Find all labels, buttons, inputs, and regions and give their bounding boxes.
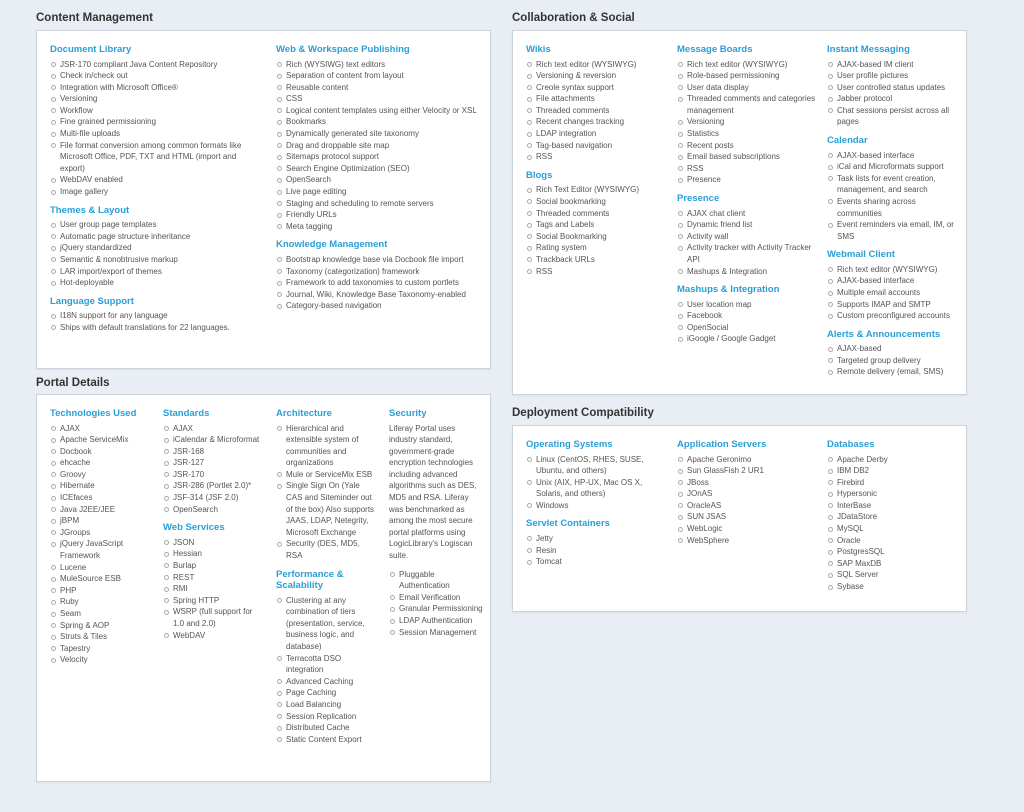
feature-item: WebDAV enabled: [50, 174, 255, 186]
feature-group-calendar: [827, 135, 959, 242]
feature-item: SQL Server: [827, 569, 959, 581]
feature-item: Rich (WYSIWG) text editors: [276, 59, 481, 71]
feature-item: Dynamic friend list: [677, 219, 817, 231]
feature-item: SAP MaxDB: [827, 558, 959, 570]
feature-item: PostgresSQL: [827, 546, 959, 558]
feature-group-operating-systems: [526, 439, 666, 511]
feature-item: AJAX-based interface: [827, 150, 959, 162]
group-heading: Language Support: [50, 295, 134, 307]
feature-item: Windows: [526, 500, 666, 512]
feature-item: AJAX: [163, 423, 265, 435]
section-title-deployment: Deployment Compatibility: [512, 407, 654, 419]
feature-item: AJAX-based: [827, 343, 959, 355]
feature-item: Security (DES, MD5, RSA: [276, 538, 378, 561]
feature-item: Recent changes tracking: [526, 116, 666, 128]
feature-item: File attachments: [526, 93, 666, 105]
collaboration-panel: [512, 30, 967, 395]
feature-item: Threaded comments: [526, 105, 666, 117]
group-heading: Application Servers: [677, 439, 767, 450]
dep-col-2: [677, 439, 817, 546]
feature-item: Journal, Wiki, Knowledge Base Taxonomy-enabled: [276, 289, 481, 301]
group-heading: Themes & Layout: [50, 204, 130, 216]
feature-item: Velocity: [50, 654, 152, 666]
feature-item: Mashups & Integration: [677, 266, 817, 278]
feature-item: Docbook: [50, 446, 152, 458]
feature-group-webmail-client: [827, 249, 959, 321]
feature-list: [389, 569, 484, 639]
feature-list: [827, 454, 959, 593]
feature-item: Reusable content: [276, 82, 481, 94]
feature-item: LAR import/export of themes: [50, 266, 255, 278]
feature-list: [677, 454, 817, 547]
feature-item: Drag and droppable site map: [276, 140, 481, 152]
feature-item: JSR-127: [163, 457, 265, 469]
section-title-content-management: Content Management: [36, 12, 153, 24]
feature-item: JDataStore: [827, 511, 959, 523]
feature-item: REST: [163, 572, 265, 584]
feature-item: Mule or ServiceMix ESB: [276, 469, 378, 481]
group-heading: Message Boards: [677, 44, 753, 55]
feature-item: Live page editing: [276, 186, 481, 198]
group-heading: Technologies Used: [50, 408, 137, 419]
feature-group-technologies-used: [50, 408, 152, 666]
feature-item: Activity wall: [677, 231, 817, 243]
section-title-portal-details: Portal Details: [36, 377, 110, 389]
feature-list: [526, 454, 666, 512]
feature-item: Session Management: [389, 627, 484, 639]
cm-col-2: [276, 44, 481, 312]
feature-item: Role-based permissioning: [677, 70, 817, 82]
feature-item: Custom preconfigured accounts: [827, 310, 959, 322]
feature-item: Activity tracker with Activity Tracker API: [677, 242, 817, 265]
group-heading: Presence: [677, 193, 720, 205]
feature-item: Hierarchical and extensible system of communities and organizations: [276, 423, 378, 469]
feature-item: Distributed Cache: [276, 722, 378, 734]
feature-item: Tag-based navigation: [526, 140, 666, 152]
feature-item: Sitemaps protocol support: [276, 151, 481, 163]
feature-item: Linux (CentOS, RHES, SUSE, Ubuntu, and others): [526, 454, 666, 477]
group-heading: Mashups & Integration: [677, 284, 780, 296]
feature-item: Sybase: [827, 581, 959, 593]
section-title-collaboration: Collaboration & Social: [512, 12, 635, 24]
feature-item: JBoss: [677, 477, 817, 489]
feature-item: Automatic page structure inheritance: [50, 231, 255, 243]
group-heading: Webmail Client: [827, 249, 895, 261]
feature-group-web-and-workspace-publishing: [276, 44, 481, 232]
feature-item: LDAP Authentication: [389, 615, 484, 627]
feature-list: [50, 423, 152, 666]
group-heading: Servlet Containers: [526, 518, 610, 530]
feature-item: JSR-168: [163, 446, 265, 458]
feature-group-language-support: [50, 296, 255, 334]
feature-group-instant-messaging: [827, 44, 959, 128]
feature-list: [163, 537, 265, 641]
feature-item: jQuery JavaScript Framework: [50, 538, 152, 561]
feature-item: Pluggable Authentication: [389, 569, 484, 592]
group-heading: Databases: [827, 439, 875, 450]
feature-list: [677, 299, 817, 345]
feature-list: [50, 310, 255, 333]
feature-item: Targeted group delivery: [827, 355, 959, 367]
feature-item: User group page templates: [50, 219, 255, 231]
feature-item: MuleSource ESB: [50, 573, 152, 585]
feature-item: Single Sign On (Yale CAS and Siteminder out of the box) Also supports JAAS, LDAP, Netegrity, Microsoft Exchange: [276, 480, 378, 538]
feature-list: [526, 184, 666, 277]
feature-item: PHP: [50, 585, 152, 597]
content-management-panel: [36, 30, 491, 369]
feature-item: JSR-170 compliant Java Content Repository: [50, 59, 255, 71]
feature-item: Jetty: [526, 533, 666, 545]
feature-list: [827, 150, 959, 243]
feature-item: Separation of content from layout: [276, 70, 481, 82]
feature-item: Fine grained permissioning: [50, 116, 255, 128]
feature-group-performance-and-scalability: [276, 569, 378, 746]
group-heading: Alerts & Announcements: [827, 328, 941, 340]
pd-col-2: [163, 408, 265, 641]
group-heading: Document Library: [50, 44, 132, 55]
feature-item: Statistics: [677, 128, 817, 140]
feature-list: [50, 219, 255, 289]
feature-item: iCal and Microformats support: [827, 161, 959, 173]
feature-item: AJAX-based interface: [827, 275, 959, 287]
feature-item: Rating system: [526, 242, 666, 254]
feature-item: AJAX: [50, 423, 152, 435]
group-heading: Calendar: [827, 135, 868, 147]
feature-item: ICEfaces: [50, 492, 152, 504]
feature-item: Lucene: [50, 562, 152, 574]
feature-list: [50, 59, 255, 198]
group-heading: Web & Workspace Publishing: [276, 44, 410, 55]
feature-item: Hot-deployable: [50, 277, 255, 289]
feature-item: Versioning: [50, 93, 255, 105]
feature-item: OpenSearch: [163, 504, 265, 516]
feature-item: OpenSearch: [276, 174, 481, 186]
feature-item: Email Verification: [389, 592, 484, 604]
feature-item: Remote delivery (email, SMS): [827, 366, 959, 378]
portal-details-panel: [36, 394, 491, 782]
feature-group-wikis: [526, 44, 666, 163]
feature-item: SUN JSAS: [677, 511, 817, 523]
feature-group-web-services: [163, 522, 265, 641]
feature-group-application-servers: [677, 439, 817, 546]
feature-item: I18N support for any language: [50, 310, 255, 322]
feature-item: Apache Derby: [827, 454, 959, 466]
feature-item: Semantic & nonobtrusive markup: [50, 254, 255, 266]
feature-group-knowledge-management: [276, 239, 481, 311]
feature-item: Presence: [677, 174, 817, 186]
feature-group-presence: [677, 193, 817, 277]
deployment-panel: [512, 425, 967, 612]
feature-item: Multiple email accounts: [827, 287, 959, 299]
feature-item: Spring HTTP: [163, 595, 265, 607]
feature-item: Hibernate: [50, 480, 152, 492]
feature-item: Recent posts: [677, 140, 817, 152]
feature-item: JSON: [163, 537, 265, 549]
feature-item: JGroups: [50, 527, 152, 539]
feature-item: jQuery standardized: [50, 242, 255, 254]
dep-col-3: [827, 439, 959, 593]
feature-item: Spring & AOP: [50, 620, 152, 632]
feature-item: Dynamically generated site taxonomy: [276, 128, 481, 140]
feature-item: Tags and Labels: [526, 219, 666, 231]
feature-item: Groovy: [50, 469, 152, 481]
feature-item: Multi-file uploads: [50, 128, 255, 140]
feature-item: RSS: [526, 151, 666, 163]
feature-group-databases: [827, 439, 959, 593]
feature-item: WSRP (full support for 1.0 and 2.0): [163, 606, 265, 629]
feature-item: iCalendar & Microformat: [163, 434, 265, 446]
feature-item: Workflow: [50, 105, 255, 117]
feature-item: Rich text editor (WYSIWYG): [827, 264, 959, 276]
feature-item: Tapestry: [50, 643, 152, 655]
feature-group-document-library: [50, 44, 255, 198]
feature-item: Rich Text Editor (WYSIWYG): [526, 184, 666, 196]
feature-group-standards: [163, 408, 265, 515]
feature-item: Tomcat: [526, 556, 666, 568]
feature-item: Terracotta DSO integration: [276, 653, 378, 676]
feature-item: Threaded comments: [526, 208, 666, 220]
collab-col-2: [677, 44, 817, 345]
feature-item: Events sharing across communities: [827, 196, 959, 219]
feature-item: OpenSocial: [677, 322, 817, 334]
feature-item: Category-based navigation: [276, 300, 481, 312]
feature-group-themes-and-layout: [50, 205, 255, 289]
pd-col-4: [389, 408, 484, 638]
feature-item: Versioning: [677, 116, 817, 128]
feature-item: AJAX-based IM client: [827, 59, 959, 71]
feature-item: Chat sessions persist across all pages: [827, 105, 959, 128]
feature-item: Firebird: [827, 477, 959, 489]
feature-item: Java J2EE/JEE: [50, 504, 152, 516]
feature-group-message-boards: [677, 44, 817, 186]
group-heading: Knowledge Management: [276, 239, 388, 251]
feature-item: Apache Geronimo: [677, 454, 817, 466]
pd-col-1: [50, 408, 152, 666]
feature-list: [677, 59, 817, 187]
feature-item: Facebook: [677, 310, 817, 322]
feature-item: Email based subscriptions: [677, 151, 817, 163]
feature-item: JSF-314 (JSF 2.0): [163, 492, 265, 504]
feature-item: User controlled status updates: [827, 82, 959, 94]
feature-item: User data display: [677, 82, 817, 94]
feature-item: File format conversion among common formats like Microsoft Office, PDF, TXT and HTML (import and export): [50, 140, 255, 175]
feature-item: JOnAS: [677, 488, 817, 500]
feature-list: [276, 254, 481, 312]
feature-item: Social Bookmarking: [526, 231, 666, 243]
feature-item: Oracle: [827, 535, 959, 547]
feature-list: [276, 59, 481, 233]
feature-item: Static Content Export: [276, 734, 378, 746]
feature-item: Sun GlassFish 2 UR1: [677, 465, 817, 477]
feature-item: User profile pictures: [827, 70, 959, 82]
feature-item: WebLogic: [677, 523, 817, 535]
feature-item: RSS: [526, 266, 666, 278]
feature-item: RMI: [163, 583, 265, 595]
feature-item: jBPM: [50, 515, 152, 527]
feature-item: Advanced Caching: [276, 676, 378, 688]
feature-item: OracleAS: [677, 500, 817, 512]
feature-item: WebDAV: [163, 630, 265, 642]
feature-list: [276, 595, 378, 746]
feature-item: Event reminders via email, IM, or SMS: [827, 219, 959, 242]
group-heading: Operating Systems: [526, 439, 613, 450]
pd-col-3: [276, 408, 378, 745]
feature-group-mashups-and-integration: [677, 284, 817, 345]
feature-group-blogs: [526, 170, 666, 277]
feature-item: Page Caching: [276, 687, 378, 699]
feature-item: InterBase: [827, 500, 959, 512]
group-heading: Instant Messaging: [827, 44, 910, 55]
feature-group-alerts-and-announcements: [827, 329, 959, 378]
feature-item: Image gallery: [50, 186, 255, 198]
feature-group-servlet-containers: [526, 518, 666, 567]
feature-list: [827, 264, 959, 322]
group-heading: Blogs: [526, 169, 553, 181]
feature-item: Task lists for event creation, management, and search: [827, 173, 959, 196]
feature-item: Friendly URLs: [276, 209, 481, 221]
feature-item: JSR-286 (Portlet 2.0)*: [163, 480, 265, 492]
feature-item: JSR-170: [163, 469, 265, 481]
feature-item: Rich text editor (WYSIWYG): [677, 59, 817, 71]
feature-item: Rich text editor (WYSIWYG): [526, 59, 666, 71]
feature-item: User location map: [677, 299, 817, 311]
feature-item: Bootstrap knowledge base via Docbook file import: [276, 254, 481, 266]
feature-list: [677, 208, 817, 278]
feature-item: Ships with default translations for 22 languages.: [50, 322, 255, 334]
feature-item: Hessian: [163, 548, 265, 560]
feature-item: Check in/check out: [50, 70, 255, 82]
feature-list: [276, 423, 378, 562]
feature-item: Staging and scheduling to remote servers: [276, 198, 481, 210]
feature-group-security: [389, 408, 484, 638]
group-heading: Security: [389, 408, 427, 419]
feature-item: iGoogle / Google Gadget: [677, 333, 817, 345]
feature-list: [827, 343, 959, 378]
feature-list: [827, 59, 959, 129]
group-heading: Standards: [163, 408, 210, 419]
feature-item: Social bookmarking: [526, 196, 666, 208]
feature-item: Unix (AIX, HP-UX, Mac OS X, Solaris, and others): [526, 477, 666, 500]
feature-item: Hypersonic: [827, 488, 959, 500]
group-heading: Architecture: [276, 408, 332, 419]
feature-item: Integration with Microsoft Office®: [50, 82, 255, 94]
group-heading: Performance & Scalability: [276, 568, 344, 592]
collab-col-3: [827, 44, 959, 378]
feature-item: Threaded comments and categories management: [677, 93, 817, 116]
feature-item: Ruby: [50, 596, 152, 608]
feature-item: Apache ServiceMix: [50, 434, 152, 446]
feature-item: Search Engine Optimization (SEO): [276, 163, 481, 175]
feature-item: ehcache: [50, 457, 152, 469]
feature-item: Versioning & reversion: [526, 70, 666, 82]
feature-item: Load Balancing: [276, 699, 378, 711]
feature-item: AJAX chat client: [677, 208, 817, 220]
feature-item: Logical content templates using either Velocity or XSL: [276, 105, 481, 117]
feature-item: Creole syntax support: [526, 82, 666, 94]
feature-list: [526, 59, 666, 163]
feature-item: CSS: [276, 93, 481, 105]
group-description: Liferay Portal uses industry standard, government-grade encryption technologies including advanced algorithms such as DES, MD5 and RSA. Liferay was benchmarked as among the most secure portal platforms using LogicLibrary's Logiscan suite.: [389, 423, 477, 561]
feature-item: RSS: [677, 163, 817, 175]
feature-item: Supports IMAP and SMTP: [827, 299, 959, 311]
feature-item: Framework to add taxonomies to custom portlets: [276, 277, 481, 289]
dep-col-1: [526, 439, 666, 568]
feature-item: Meta tagging: [276, 221, 481, 233]
feature-list: [163, 423, 265, 516]
feature-item: Struts & Tiles: [50, 631, 152, 643]
feature-item: LDAP integration: [526, 128, 666, 140]
group-heading: Web Services: [163, 522, 225, 534]
feature-item: Clustering at any combination of tiers (presentation, service, business logic, and database): [276, 595, 378, 653]
feature-item: Resin: [526, 545, 666, 557]
feature-item: Session Replication: [276, 711, 378, 723]
feature-item: Granular Permissioning: [389, 603, 484, 615]
feature-item: WebSphere: [677, 535, 817, 547]
feature-list: [526, 533, 666, 568]
feature-item: Burlap: [163, 560, 265, 572]
feature-item: MySQL: [827, 523, 959, 535]
cm-col-1: [50, 44, 255, 333]
feature-item: Seam: [50, 608, 152, 620]
feature-item: Jabber protocol: [827, 93, 959, 105]
feature-item: Taxonomy (categorization) framework: [276, 266, 481, 278]
feature-item: Trackback URLs: [526, 254, 666, 266]
feature-group-architecture: [276, 408, 378, 562]
group-heading: Wikis: [526, 44, 551, 55]
collab-col-1: [526, 44, 666, 277]
feature-item: IBM DB2: [827, 465, 959, 477]
feature-item: Bookmarks: [276, 116, 481, 128]
